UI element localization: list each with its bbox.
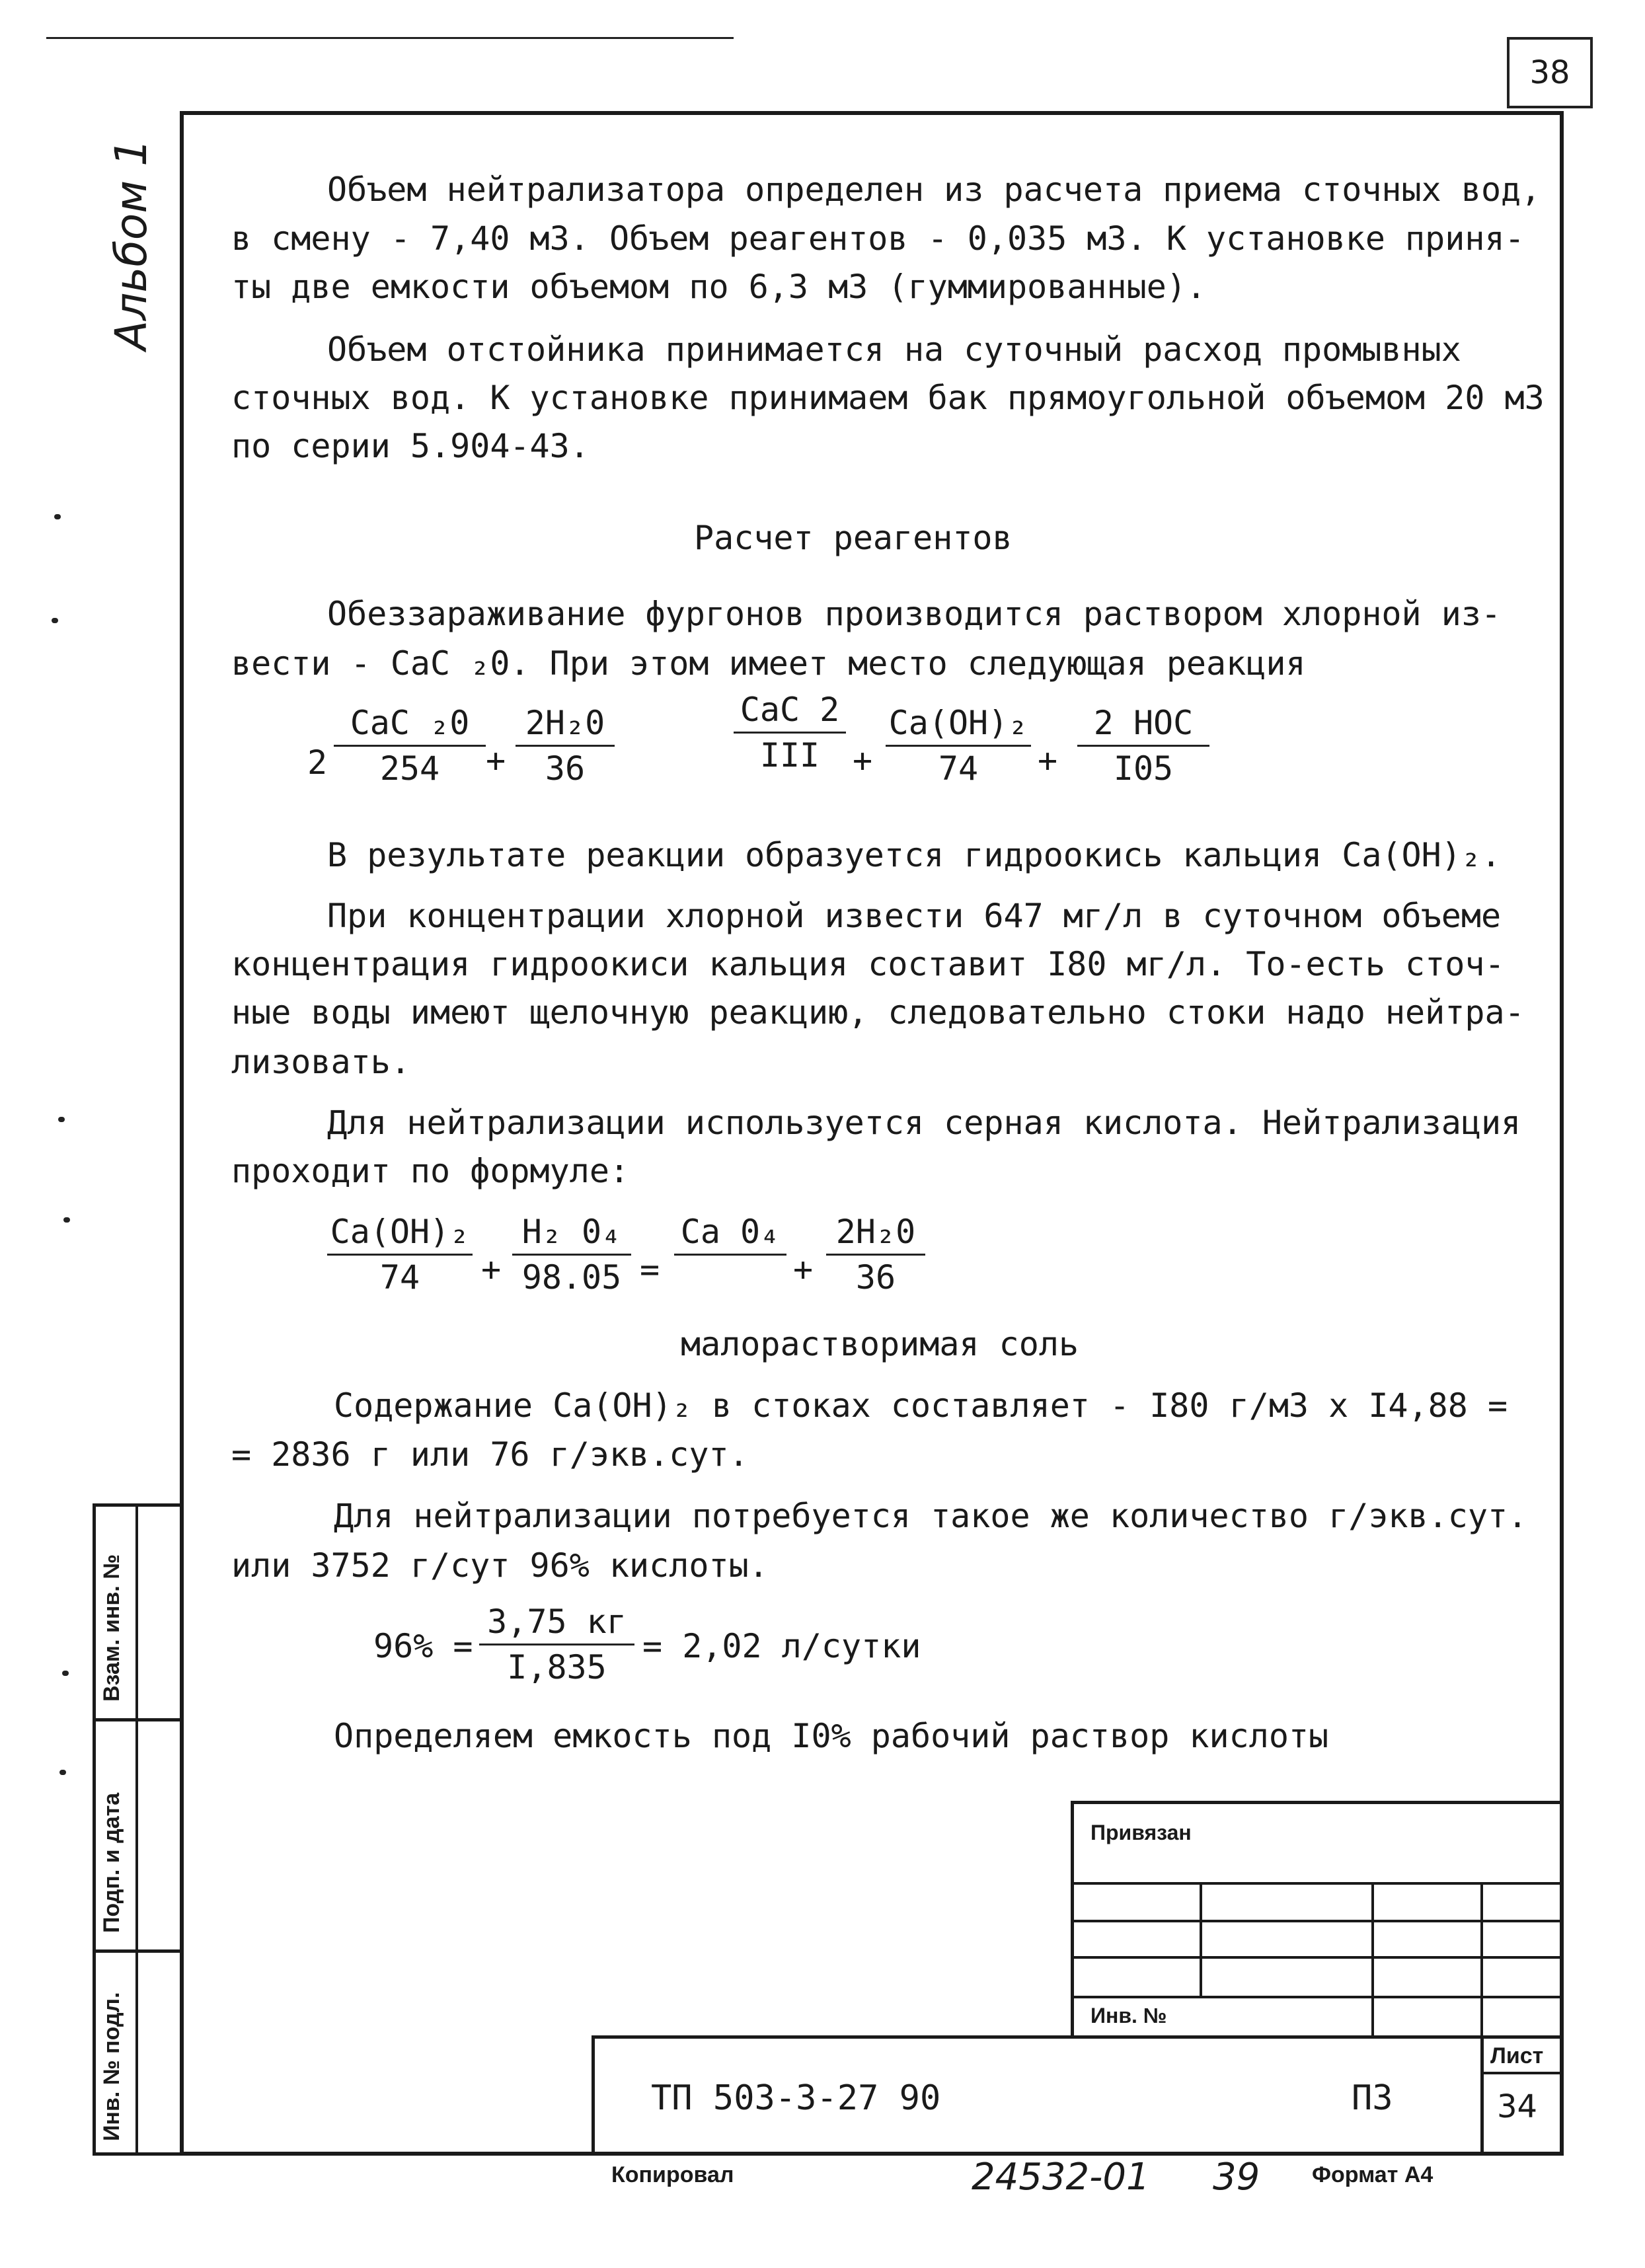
para-1-line-1: Объем нейтрализатора определен из расчета приема сточных вод, <box>327 170 1541 209</box>
reaction-2-term-1-num: Са(ОН)₂ <box>330 1213 470 1251</box>
sheet-label: Лист <box>1490 2043 1544 2068</box>
inv-no-label: Инв. № <box>1090 2004 1167 2027</box>
margin-dot <box>52 618 58 623</box>
side-stamp-divider <box>135 1503 138 2156</box>
reaction-1-term-2 <box>516 704 615 788</box>
sheet-number: 34 <box>1497 2088 1538 2125</box>
reaction-2-term-1 <box>327 1213 473 1297</box>
reaction-1-term-1-num: СаС ₂0 <box>350 704 470 742</box>
reaction-2-term-3 <box>674 1213 786 1258</box>
para-2-line-2: сточных вод. К установке принимаем бак прямоугольной объемом 20 м3 <box>231 379 1545 417</box>
reaction-2-term-2-den: 98.05 <box>521 1258 622 1297</box>
para-2-line-1: Объем отстойника принимается на суточный расход промывных <box>327 330 1461 369</box>
reaction-1-coef: 2 <box>307 743 328 782</box>
para-5-line-4: лизовать. <box>231 1043 410 1081</box>
section-code: ПЗ <box>1352 2078 1393 2118</box>
reaction-1-term-3 <box>734 691 846 775</box>
reaction-1-term-5-den: I05 <box>1113 749 1174 788</box>
reaction-2-plus-1: + <box>481 1250 502 1289</box>
reaction-1-term-1 <box>334 704 486 788</box>
side-stamp-rule <box>93 1949 184 1953</box>
reaction-1-term-4-num: Са(ОН)₂ <box>888 704 1028 742</box>
para-6-line-2: проходит по формуле: <box>231 1152 630 1190</box>
top-rule <box>46 37 734 39</box>
reaction-1-term-3-num: СаС 2 <box>740 691 840 729</box>
side-stamp-rule <box>93 1718 184 1721</box>
calc-lhs: 96% = <box>373 1627 473 1665</box>
margin-dot <box>62 1671 69 1676</box>
binding-row-rule <box>1071 1882 1564 1885</box>
reaction-1-term-2-num: 2Н₂0 <box>525 704 605 742</box>
calc-rhs: = 2,02 л/сутки <box>642 1627 921 1665</box>
reaction-1-term-3-den: III <box>759 736 820 775</box>
sheet-row-rule <box>1480 2072 1564 2074</box>
reaction-2-term-2 <box>512 1213 631 1297</box>
reaction-2-equals: = <box>640 1250 660 1289</box>
reaction-1-term-5-num: 2 НОС <box>1093 704 1194 742</box>
para-1-line-3: ты две емкости объемом по 6,3 м3 (гуммированные). <box>231 268 1207 306</box>
binding-row-rule <box>1071 1996 1564 1998</box>
para-5-line-3: ные воды имеют щелочную реакцию, следовательно стоки надо нейтра- <box>231 993 1525 1032</box>
copied-label: Копировал <box>611 2162 734 2187</box>
calc-fraction <box>479 1603 634 1686</box>
side-stamp-vzam-inv: Взам. инв. № <box>99 1554 124 1702</box>
binding-row-rule <box>1071 1920 1564 1922</box>
reaction-2-term-4-den: 36 <box>855 1258 896 1297</box>
reaction-2-plus-2: + <box>793 1250 814 1289</box>
para-8-line-2: или 3752 г/сут 96% кислоты. <box>231 1546 769 1585</box>
para-8-line-1: Для нейтрализации потребуется такое же количество г/экв.сут. <box>334 1497 1528 1535</box>
reaction-1-term-2-den: 36 <box>545 749 586 788</box>
section-heading: Расчет реагентов <box>694 519 1013 557</box>
margin-dot <box>59 1770 66 1775</box>
para-2-line-3: по серии 5.904-43. <box>231 427 590 465</box>
binding-col-rule <box>1371 1882 1374 2039</box>
para-7-line-2: = 2836 г или 76 г/экв.сут. <box>231 1435 749 1474</box>
reaction-2-term-1-den: 74 <box>379 1258 420 1297</box>
page-number-top: 38 <box>1507 37 1593 108</box>
reaction-1-term-4 <box>886 704 1031 788</box>
reaction-1-term-4-den: 74 <box>938 749 979 788</box>
format-label: Формат А4 <box>1312 2162 1434 2187</box>
reaction-1-plus-2: + <box>853 741 873 780</box>
reaction-2-term-2-num: Н₂ 0₄ <box>521 1213 622 1251</box>
reaction-2-term-4 <box>826 1213 925 1297</box>
side-stamp-podp-data: Подп. и дата <box>99 1792 124 1933</box>
salt-note: малорастворимая соль <box>681 1325 1079 1363</box>
reaction-1-term-1-den: 254 <box>379 749 440 788</box>
para-3-line-1: Обеззараживание фургонов производится раствором хлорной из- <box>327 595 1502 633</box>
para-9: Определяем емкость под I0% рабочий раствор кислоты <box>334 1717 1329 1755</box>
doc-code: ТП 503-3-27 90 <box>651 2078 941 2118</box>
para-4: В результате реакции образуется гидроокись кальция Са(ОН)₂. <box>327 836 1502 874</box>
reaction-2-term-3-num: Са 0₄ <box>680 1213 781 1251</box>
binding-col-rule <box>1200 1882 1202 1996</box>
reaction-1-plus-1: + <box>486 741 506 780</box>
side-stamp-inv-no-podl: Инв. № подл. <box>99 1992 124 2141</box>
margin-dot <box>63 1217 70 1223</box>
para-6-line-1: Для нейтрализации используется серная кислота. Нейтрализация <box>327 1104 1521 1142</box>
para-1-line-2: в смену - 7,40 м3. Объем реагентов - 0,035 м3. К установке приня- <box>231 219 1525 258</box>
order-suffix: 39 <box>1213 2156 1260 2199</box>
reaction-1-term-5 <box>1077 704 1209 788</box>
binding-col-rule <box>1480 1882 1483 2039</box>
para-7-line-1: Содержание Са(ОН)₂ в стоках составляет - I80 г/м3 х I4,88 = <box>334 1386 1508 1425</box>
para-3-line-2: вести - СаС ₂0. При этом имеет место следующая реакция <box>231 644 1306 683</box>
privyazan-label: Привязан <box>1090 1821 1192 1844</box>
margin-dot <box>58 1117 65 1122</box>
reaction-1-plus-3: + <box>1038 741 1058 780</box>
para-5-line-2: концентрация гидроокиси кальция составит I80 мг/л. То-есть сточ- <box>231 945 1505 983</box>
margin-dot <box>54 514 61 519</box>
order-number: 24532-01 <box>972 2156 1150 2199</box>
para-5-line-1: При концентрации хлорной извести 647 мг/л в суточном объеме <box>327 897 1502 935</box>
album-note: Альбом 1 <box>106 138 157 350</box>
reaction-2-term-4-num: 2Н₂0 <box>835 1213 916 1251</box>
calc-numerator: 3,75 кг <box>487 1603 627 1641</box>
sheet-col-rule <box>1480 2035 1484 2156</box>
calc-denominator: I,835 <box>507 1648 607 1686</box>
binding-row-rule <box>1071 1956 1564 1959</box>
